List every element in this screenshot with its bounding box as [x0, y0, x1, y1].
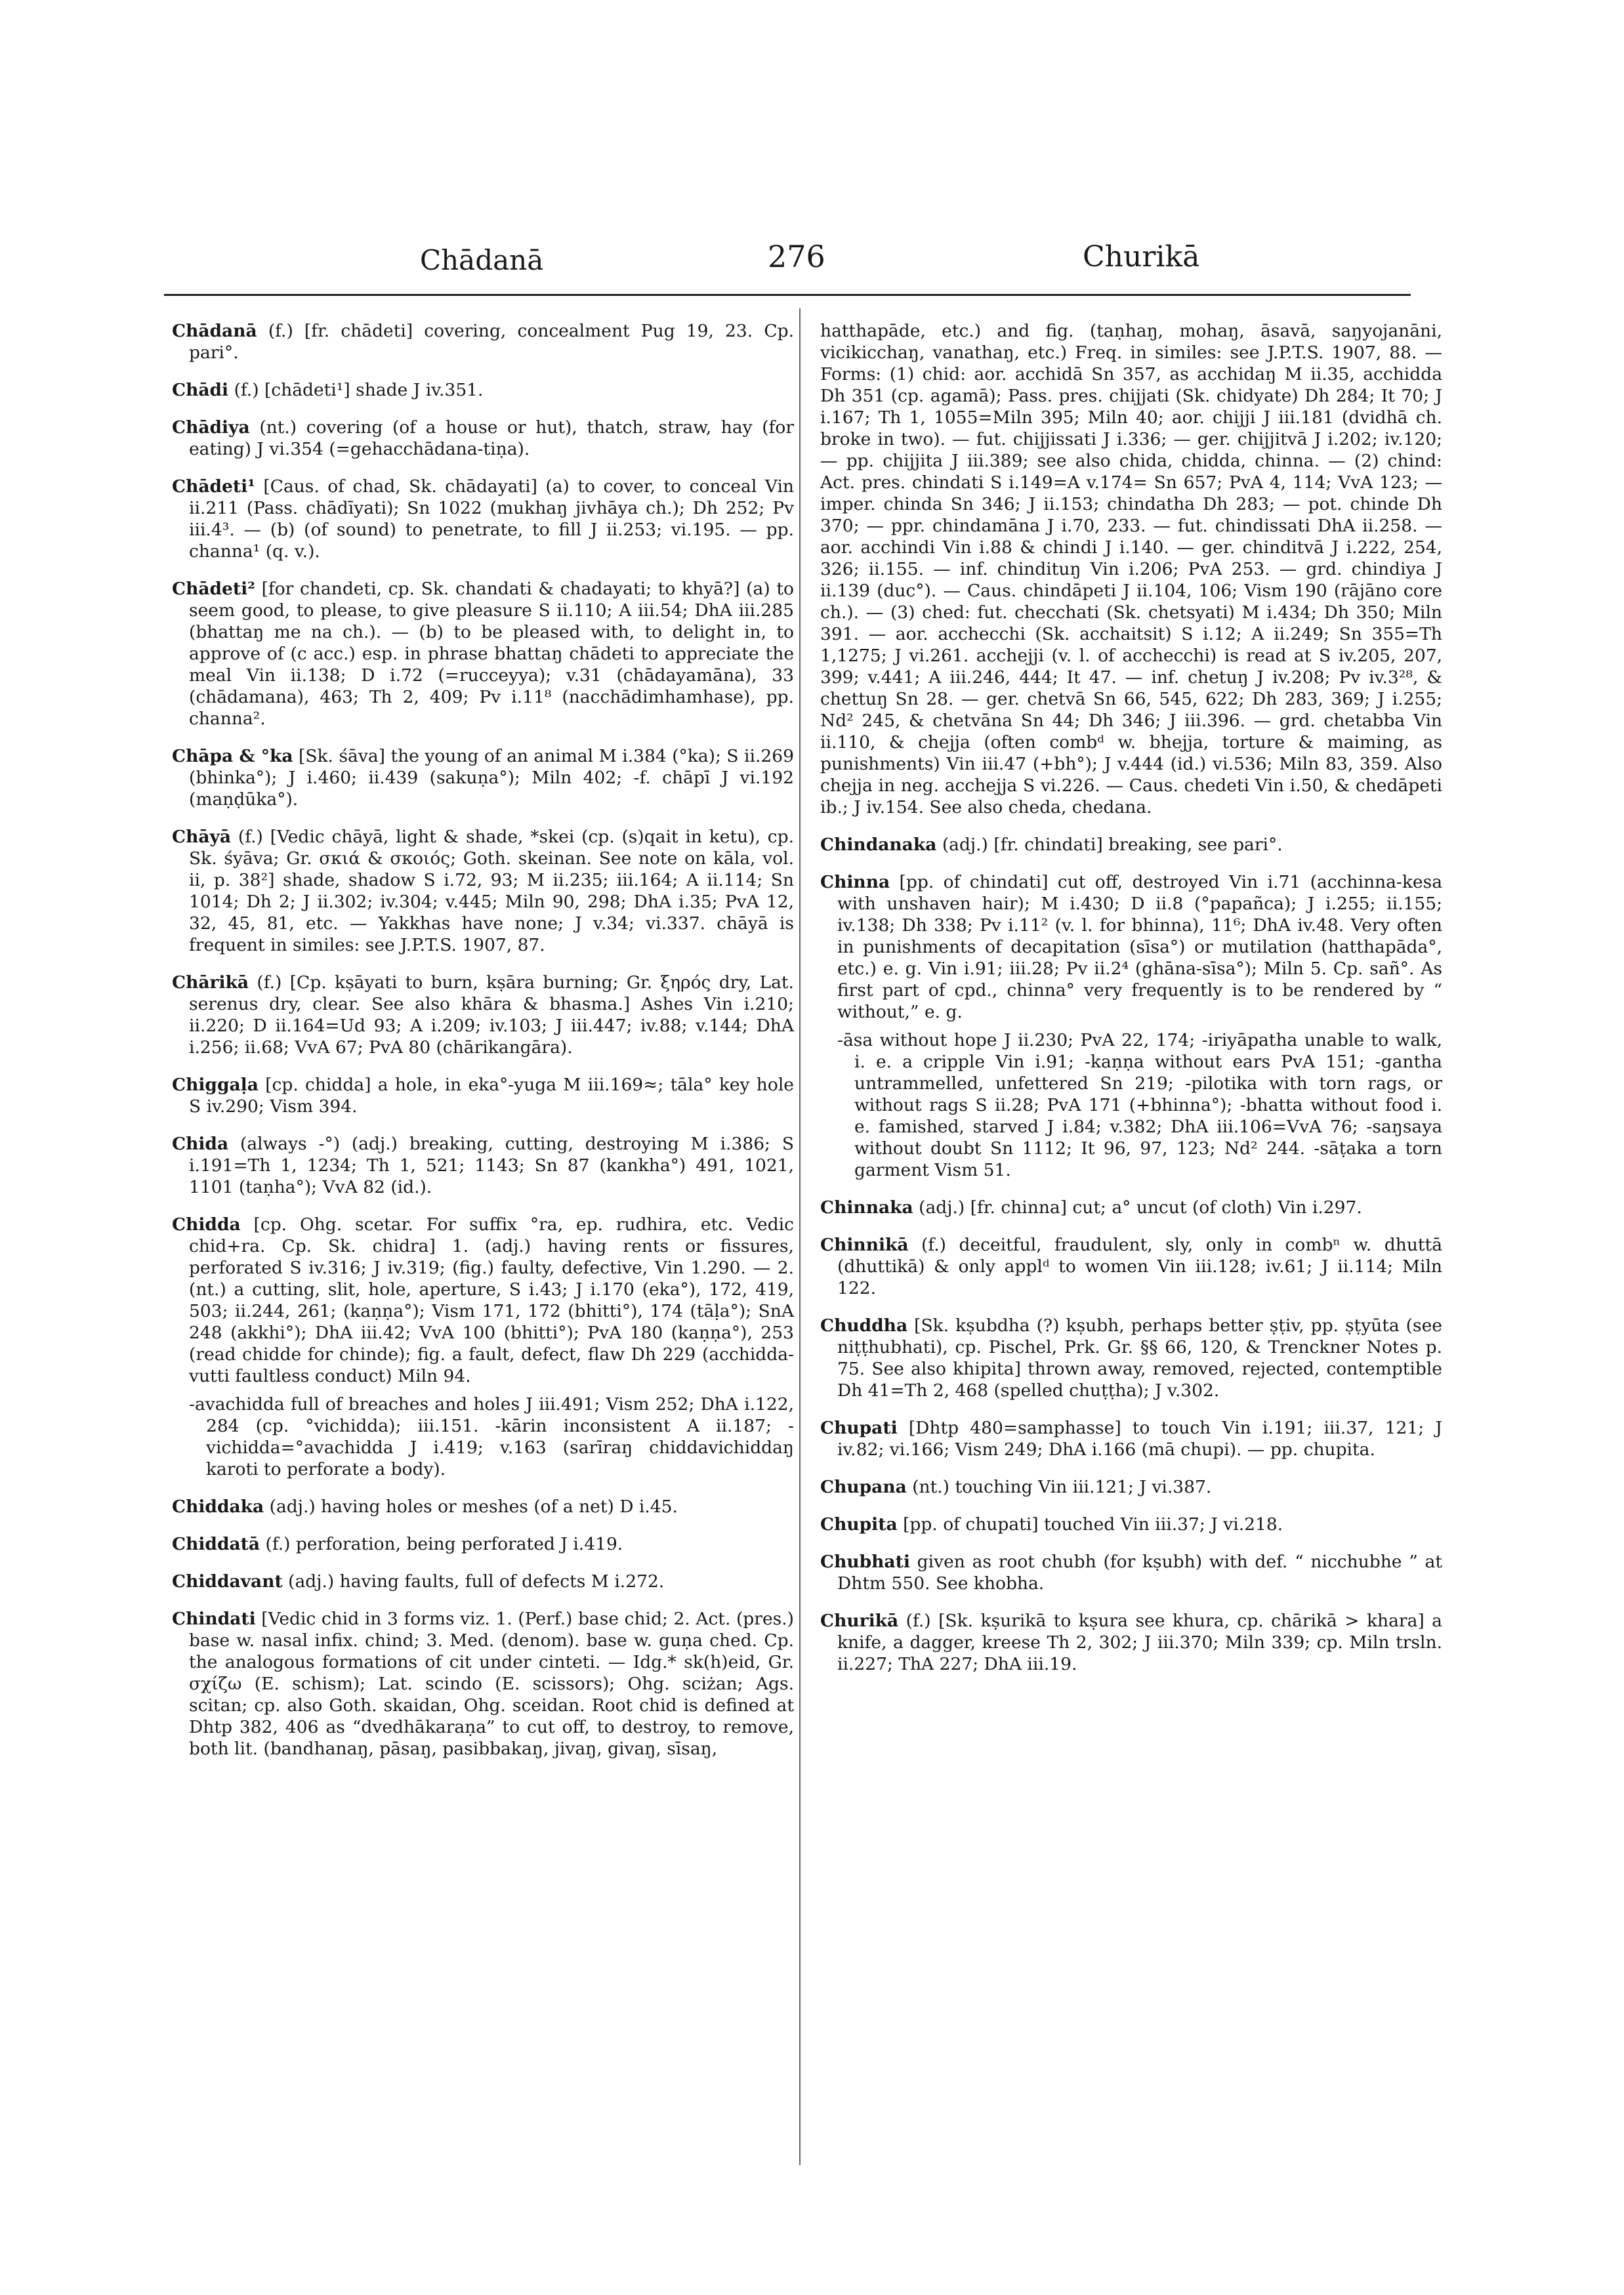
entry-definition: [Caus. of chad, Sk. chādayati] (a) to cover, to conceal Vin ii.211 (Pass. chādīyati); Sn 1022 (mukhaŋ jivhāya ch.); Dh 252; Pv iii.4³. — (b) (of sound) to penetrate, to fill J ii.253; vi.195. — pp. channa¹ (q. v.). [189, 476, 794, 562]
entry-headword: Chādeti² [172, 579, 255, 599]
dictionary-entry [820, 1197, 1442, 1218]
dictionary-entry [820, 1234, 1442, 1299]
entry-definition: (adj.) [fr. chindati] breaking, see pari°. [942, 835, 1283, 855]
dictionary-entry [820, 1417, 1442, 1460]
dictionary-entry [172, 1074, 794, 1117]
dictionary-entry [820, 1476, 1442, 1498]
header-left-guideword: Chādanā [420, 244, 544, 276]
page-number: 276 [768, 239, 825, 274]
dictionary-entry [172, 972, 794, 1058]
running-header [0, 239, 1624, 297]
entry-definition: (adj.) [fr. chinna] cut; a° uncut (of cloth) Vin i.297. [919, 1197, 1362, 1218]
entry-definition: [cp. chidda] a hole, in eka°-yuga M iii.169≈; tāla° key hole S iv.290; Vism 394. [189, 1075, 794, 1117]
entry-headword: Chādanā [172, 321, 257, 341]
dictionary-entry [172, 1214, 794, 1387]
entry-headword: Chiddavant [172, 1571, 283, 1592]
entry-definition: (f.) [Sk. kṣurikā to kṣura see khura, cp. chārikā > khara] a knife, a dagger, kreese Th 2, 302; J iii.370; Miln 339; cp. Miln trsln. ii.227; ThA 227; DhA iii.19. [837, 1611, 1442, 1674]
entry-headword: Chinnaka [820, 1197, 913, 1218]
entry-definition: [Vedic chid in 3 forms viz. 1. (Perf.) base chid; 2. Act. (pres.) base w. nasal infix. chind; 3. Med. (denom). base w. guṇa ched. Cp. the analogous formations of cit under cinteti. — Idg.* sk(h)eid, Gr. σχίζω (E. schism); Lat. scindo (E. scissors); Ohg. sciżan; Ags. scitan; cp. also Goth. skaidan, Ohg. sceidan. Root chid is defined at Dhtp 382, 406 as “dvedhākaraṇa” to cut off, to destroy, to remove, both lit. (bandhanaŋ, pāsaŋ, pasibbakaŋ, jivaŋ, givaŋ, sīsaŋ, [189, 1609, 794, 1759]
dictionary-entry [172, 578, 794, 730]
entry-headword: Chiddaka [172, 1497, 264, 1517]
dictionary-entry [172, 745, 794, 810]
entry-definition: (nt.) covering (of a house or hut), thatch, straw, hay (for eating) J vi.354 (=gehacchādana-tiṇa). [189, 417, 794, 459]
entry-definition: [cp. Ohg. scetar. For suffix °ra, ep. rudhira, etc. Vedic chid+ra. Cp. Sk. chidra] 1. (adj.) having rents or fissures, perforated S iv.316; J iv.319; (fig.) faulty, defective, Vin 1.290. — 2. (nt.) a cutting, slit, hole, aperture, S i.43; J i.170 (eka°), 172, 419, 503; ii.244, 261; (kaṇṇa°); Vism 171, 172 (bhitti°), 174 (tāḷa°); SnA 248 (akkhi°); DhA iii.42; VvA 100 (bhitti°); PvA 180 (kaṇṇa°), 253 (read chidde for chinde); fig. a fault, defect, flaw Dh 229 (acchidda-vutti faultless conduct) Miln 94. [189, 1214, 794, 1386]
entry-definition: (nt.) touching Vin iii.121; J vi.387. [912, 1477, 1212, 1497]
entry-headword: Chida [172, 1134, 229, 1154]
entry-definition: (f.) perforation, being perforated J i.419. [265, 1534, 623, 1554]
entry-definition: [Dhtp 480=samphasse] to touch Vin i.191; iii.37, 121; J iv.82; vi.166; Vism 249; DhA i.166 (mā chupi). — pp. chupita. [837, 1418, 1442, 1460]
dictionary-entry [820, 1315, 1442, 1401]
entry-definition: [Sk. kṣubdha (?) kṣubh, perhaps better ṣṭiv, pp. ṣṭyūta (see niṭṭhubhati), cp. Pischel, Prk. Gr. §§ 66, 120, & Trenckner Notes p. 75. See also khipita] thrown away, removed, rejected, contemptible Dh 41=Th 2, 468 (spelled chuṭṭha); J v.302. [837, 1315, 1442, 1401]
entry-headword: Churikā [820, 1611, 899, 1631]
entry-definition: (adj.) having holes or meshes (of a net) D i.45. [269, 1497, 678, 1517]
entry-headword: Chāpa & °ka [172, 746, 293, 766]
entry-headword: Chiggaḷa [172, 1075, 259, 1095]
dictionary-entry [172, 476, 794, 562]
entry-definition: given as root chubh (for kṣubh) with def. “ nicchubhe ” at Dhtm 550. See khobha. [837, 1552, 1442, 1594]
entry-headword: Chāyā [172, 827, 232, 847]
entry-definition: (f.) [Cp. kṣāyati to burn, kṣāra burning; Gr. ξηρός dry, Lat. serenus dry, clear. See also khāra & bhasma.] Ashes Vin i.210; ii.220; D ii.164=Ud 93; A i.209; iv.103; J iii.447; iv.88; v.144; DhA i.256; ii.68; VvA 67; PvA 80 (chārikangāra). [189, 972, 794, 1058]
dictionary-entry [172, 1533, 794, 1555]
left-column [172, 320, 794, 1775]
entry-definition: (f.) [fr. chādeti] covering, concealment Pug 19, 23. Cp. pari°. [189, 321, 794, 363]
dictionary-entry [172, 1608, 794, 1760]
dictionary-entry [820, 1514, 1442, 1535]
entry-definition: (f.) [Vedic chāyā, light & shade, *skei (cp. (s)qait in ketu), cp. Sk. śyāva; Gr. σκιά & σκοιός; Goth. skeinan. See note on kāla, vol. ii, p. 38²] shade, shadow S i.72, 93; M ii.235; iii.164; A ii.114; Sn 1014; Dh 2; J ii.302; iv.304; v.445; Miln 90, 298; DhA i.35; PvA 12, 32, 45, 81, etc. — Yakkhas have none; J v.34; vi.337. chāyā is frequent in similes: see J.P.T.S. 1907, 87. [189, 827, 794, 955]
entry-definition: (always -°) (adj.) breaking, cutting, destroying M i.386; S i.191=Th 1, 1234; Th 1, 521; 1143; Sn 87 (kankha°) 491, 1021, 1101 (taṇha°); VvA 82 (id.). [189, 1134, 794, 1197]
entry-headword: Chindanaka [820, 835, 937, 855]
entry-headword: Chādeti¹ [172, 476, 255, 497]
entry-definition: [pp. of chindati] cut off, destroyed Vin i.71 (acchinna-kesa with unshaven hair); M i.430; D ii.8 (°papañca); J i.255; ii.155; iv.138; Dh 338; Pv i.11² (v. l. for bhinna), 11⁶; DhA iv.48. Very often in punishments of decapitation (sīsa°) or mutilation (hatthapāda°, etc.) e. g. Vin i.91; iii.28; Pv ii.2⁴ (ghāna-sīsa°); Miln 5. Cp. sañ°. As first part of cpd., chinna° very frequently is to be rendered by “ without,” e. g. [837, 872, 1442, 1022]
entry-headword: Chubhati [820, 1552, 910, 1572]
dictionary-entry [172, 826, 794, 956]
entry-definition: (f.) deceitful, fraudulent, sly, only in combⁿ w. dhuttā (dhuttikā) & only applᵈ to women Vin iii.128; iv.61; J ii.114; Miln 122. [837, 1235, 1442, 1298]
compound-subentries: -āsa without hope J ii.230; PvA 22, 174; -iriyāpatha unable to walk, i. e. a cripple Vin i.91; -kaṇṇa without ears PvA 151; -gantha untrammelled, unfettered Sn 219; -pilotika with torn rags, or without rags S ii.28; PvA 171 (+bhinna°); -bhatta without food i. e. famished, starved J i.84; v.382; DhA iii.106=VvA 76; -saŋsaya without doubt Sn 1112; It 96, 97, 123; Nd² 244. -sāṭaka a torn garment Vism 51. [837, 1030, 1442, 1180]
entry-headword: Chādi [172, 380, 229, 400]
dictionary-entry [172, 1571, 794, 1592]
entry-headword: Chārikā [172, 972, 249, 993]
dictionary-entry [172, 1133, 794, 1198]
entry-continuation: hatthapāde, etc.) and fig. (taṇhaŋ, mohaŋ, āsavā, saŋyojanāni, vicikicchaŋ, vanathaŋ, etc.) Freq. in similes: see J.P.T.S. 1907, 88. — Forms: (1) chid: aor. acchidā Sn 357, as acchidaŋ M ii.35, acchidda Dh 351 (cp. agamā); Pass. pres. chijjati (Sk. chidyate) Dh 284; It 70; J i.167; Th 1, 1055=Miln 395; Miln 40; aor. chijji J iii.181 (dvidhā ch. broke in two). — fut. chijjissati J i.336; — ger. chijjitvā J i.202; iv.120; — pp. chijjita J iii.389; see also chida, chidda, chinna. — (2) chind: Act. pres. chindati S i.149=A v.174= Sn 657; PvA 4, 114; VvA 123; — imper. chinda Sn 346; J ii.153; chindatha Dh 283; — pot. chinde Dh 370; — ppr. chindamāna J i.70, 233. — fut. chindissati DhA ii.258. — aor. acchindi Vin i.88 & chindi J i.140. — ger. chinditvā J i.222, 254, 326; ii.155. — inf. chindituŋ Vin i.206; PvA 253. — grd. chindiya J ii.139 (duc°). — Caus. chindāpeti J ii.104, 106; Vism 190 (rājāno core ch.). — (3) ched: fut. checchati (Sk. chetsyati) M i.434; Dh 350; Miln 391. — aor. acchecchi (Sk. acchaitsit) S i.12; A ii.249; Sn 355=Th 1,1275; J vi.261. acchejji (v. l. of acchecchi) is read at S iv.205, 207, 399; v.441; A iii.246, 444; It 47. — inf. chetuŋ J iv.208; Pv iv.3²⁸, & chettuŋ Sn 28. — ger. chetvā Sn 66, 545, 622; Dh 283, 369; J i.255; Nd² 245, & chetvāna Sn 44; Dh 346; J iii.396. — grd. chetabba Vin ii.110, & chejja (often combᵈ w. bhejja, torture & maiming, as punishments) Vin iii.47 (+bh°); J v.444 (id.) vi.536; Miln 83, 359. Also chejja in neg. acchejja S vi.226. — Caus. chedeti Vin i.50, & chedāpeti ib.; J iv.154. See also cheda, chedana. [820, 321, 1442, 817]
entry-headword: Chinna [820, 872, 890, 892]
entry-headword: Chindati [172, 1609, 256, 1629]
column-divider [799, 308, 801, 2165]
entry-headword: Chuddha [820, 1315, 908, 1336]
entry-headword: Chiddatā [172, 1534, 260, 1554]
entry-definition: [Sk. śāva] the young of an animal M i.384 (°ka); S ii.269 (bhinka°); J i.460; ii.439 (sakuṇa°); Miln 402; -f. chāpī J vi.192 (maṇḍūka°). [189, 746, 794, 810]
entry-headword: Chinnikā [820, 1235, 909, 1255]
entry-headword: Chupita [820, 1514, 898, 1535]
dictionary-entry [172, 1496, 794, 1518]
header-right-guideword: Churikā [1083, 240, 1200, 274]
dictionary-entry [172, 379, 794, 401]
dictionary-entry [820, 1610, 1442, 1675]
dictionary-entry [820, 871, 1442, 1023]
entry-headword: Chidda [172, 1214, 241, 1235]
entry-definition: (adj.) having faults, full of defects M i.272. [288, 1571, 665, 1592]
entry-definition: (f.) [chādeti¹] shade J iv.351. [234, 380, 484, 400]
entry-definition: [pp. of chupati] touched Vin iii.37; J vi.218. [903, 1514, 1283, 1535]
entry-headword: Chādiya [172, 417, 250, 438]
entry-definition: [for chandeti, cp. Sk. chandati & chadayati; to khyā?] (a) to seem good, to please, to give pleasure S ii.110; A iii.54; DhA iii.285 (bhattaŋ me na ch.). — (b) to be pleased with, to delight in, to approve of (c acc.) esp. in phrase bhattaŋ chādeti to appreciate the meal Vin ii.138; D i.72 (=rucceyya); v.31 (chādayamāna), 33 (chādamana), 463; Th 2, 409; Pv i.11⁸ (nacchādimhamhase), pp. channa². [189, 579, 794, 729]
entry-headword: Chupati [820, 1418, 898, 1438]
compound-subentries: -avachidda full of breaches and holes J iii.491; Vism 252; DhA i.122, 284 (cp. °vichidda); iii.151. -kārin inconsistent A ii.187; -vichidda=°avachidda J i.419; v.163 (sarīraŋ chiddavichiddaŋ karoti to perforate a body). [189, 1394, 794, 1479]
dictionary-entry [172, 417, 794, 460]
header-rule [164, 294, 1411, 296]
entry-headword: Chupana [820, 1477, 907, 1497]
dictionary-entry [820, 1551, 1442, 1594]
dictionary-entry [820, 834, 1442, 856]
dictionary-entry [172, 320, 794, 363]
right-column [820, 320, 1442, 1691]
